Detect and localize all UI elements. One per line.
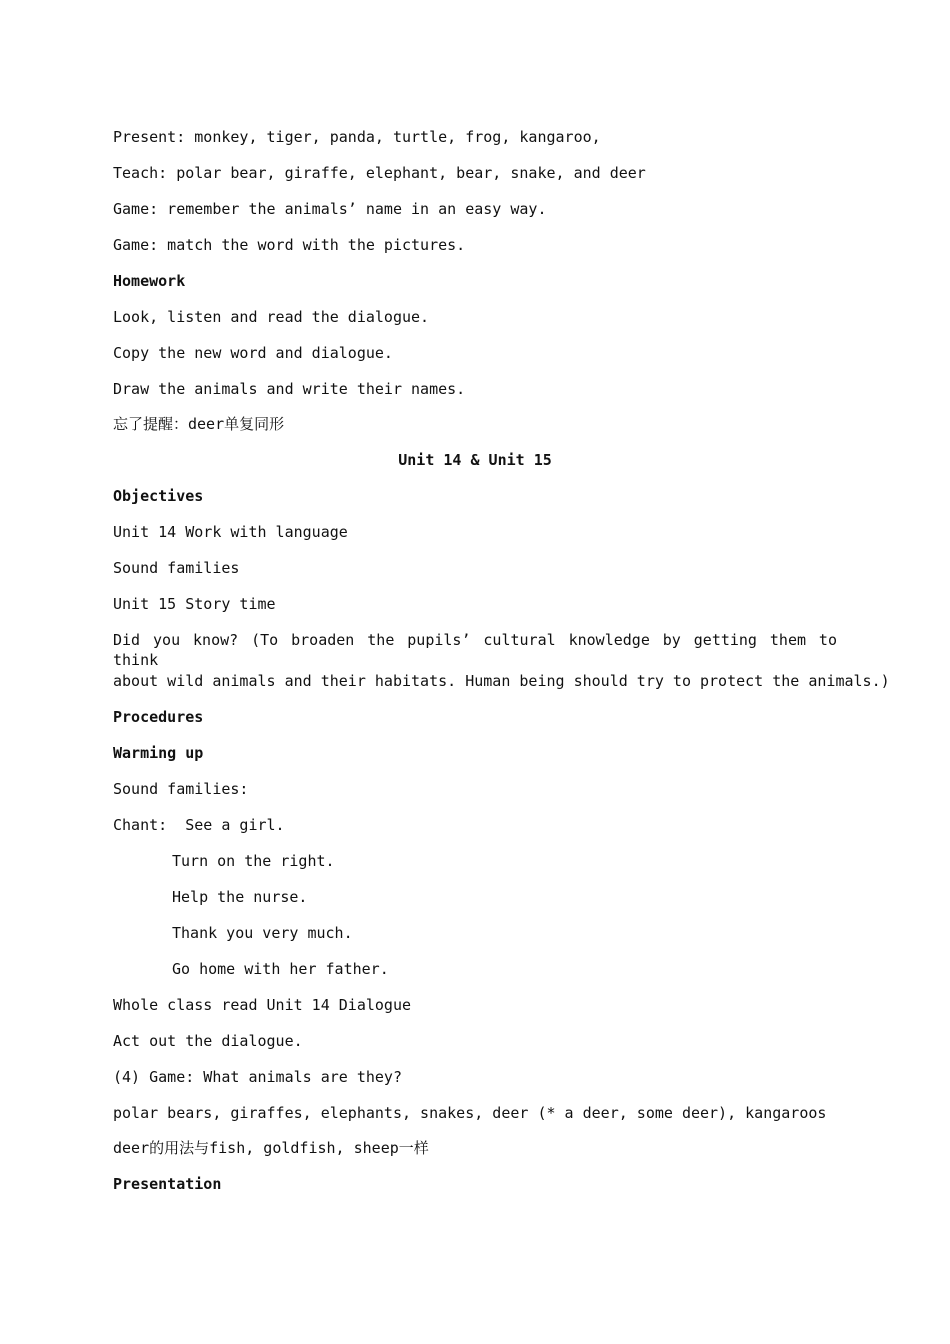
chant-line: Turn on the right. <box>172 852 335 870</box>
heading-objectives: Objectives <box>113 487 204 505</box>
text-line-unit14: Unit 14 Work with language <box>113 523 348 541</box>
text-line-present: Present: monkey, tiger, panda, turtle, frog, kangaroo, <box>113 128 601 146</box>
heading-presentation: Presentation <box>113 1175 222 1193</box>
text-line-deer-usage: deer的用法与fish, goldfish, sheep一样 <box>113 1139 429 1157</box>
chant-line: Go home with her father. <box>172 960 389 978</box>
text-line-sound-families-label: Sound families: <box>113 780 249 798</box>
text-line-reminder: 忘了提醒：deer单复同形 <box>113 415 285 433</box>
chant-line: Thank you very much. <box>172 924 353 942</box>
text-line-draw: Draw the animals and write their names. <box>113 380 466 398</box>
text-line-did-you-know: Did you know? (To broaden the pupils’ cultural knowledge by getting them to think <box>113 631 837 669</box>
text-line-animal-list: polar bears, giraffes, elephants, snakes, deer (* a deer, some deer), kangaroos <box>113 1104 827 1122</box>
text-line-whole-class: Whole class read Unit 14 Dialogue <box>113 996 412 1014</box>
text-line-copy: Copy the new word and dialogue. <box>113 344 393 362</box>
text-line-game-what: (4) Game: What animals are they? <box>113 1068 402 1086</box>
heading-warming-up: Warming up <box>113 744 204 762</box>
text-line-sound-families: Sound families <box>113 559 240 577</box>
text-line-act-out: Act out the dialogue. <box>113 1032 303 1050</box>
text-line-look-listen: Look, listen and read the dialogue. <box>113 308 430 326</box>
text-line-game-remember: Game: remember the animals’ name in an easy way. <box>113 200 547 218</box>
heading-homework: Homework <box>113 272 186 290</box>
text-line-teach: Teach: polar bear, giraffe, elephant, bear, snake, and deer <box>113 164 646 182</box>
text-line-chant: Chant: See a girl. <box>113 816 285 834</box>
section-title: Unit 14 & Unit 15 <box>398 451 552 469</box>
text-line-game-match: Game: match the word with the pictures. <box>113 236 466 254</box>
text-line-wild-animals: about wild animals and their habitats. Human being should try to protect the animals.) <box>113 672 890 690</box>
text-line-unit15: Unit 15 Story time <box>113 595 276 613</box>
heading-procedures: Procedures <box>113 708 204 726</box>
chant-line: Help the nurse. <box>172 888 308 906</box>
